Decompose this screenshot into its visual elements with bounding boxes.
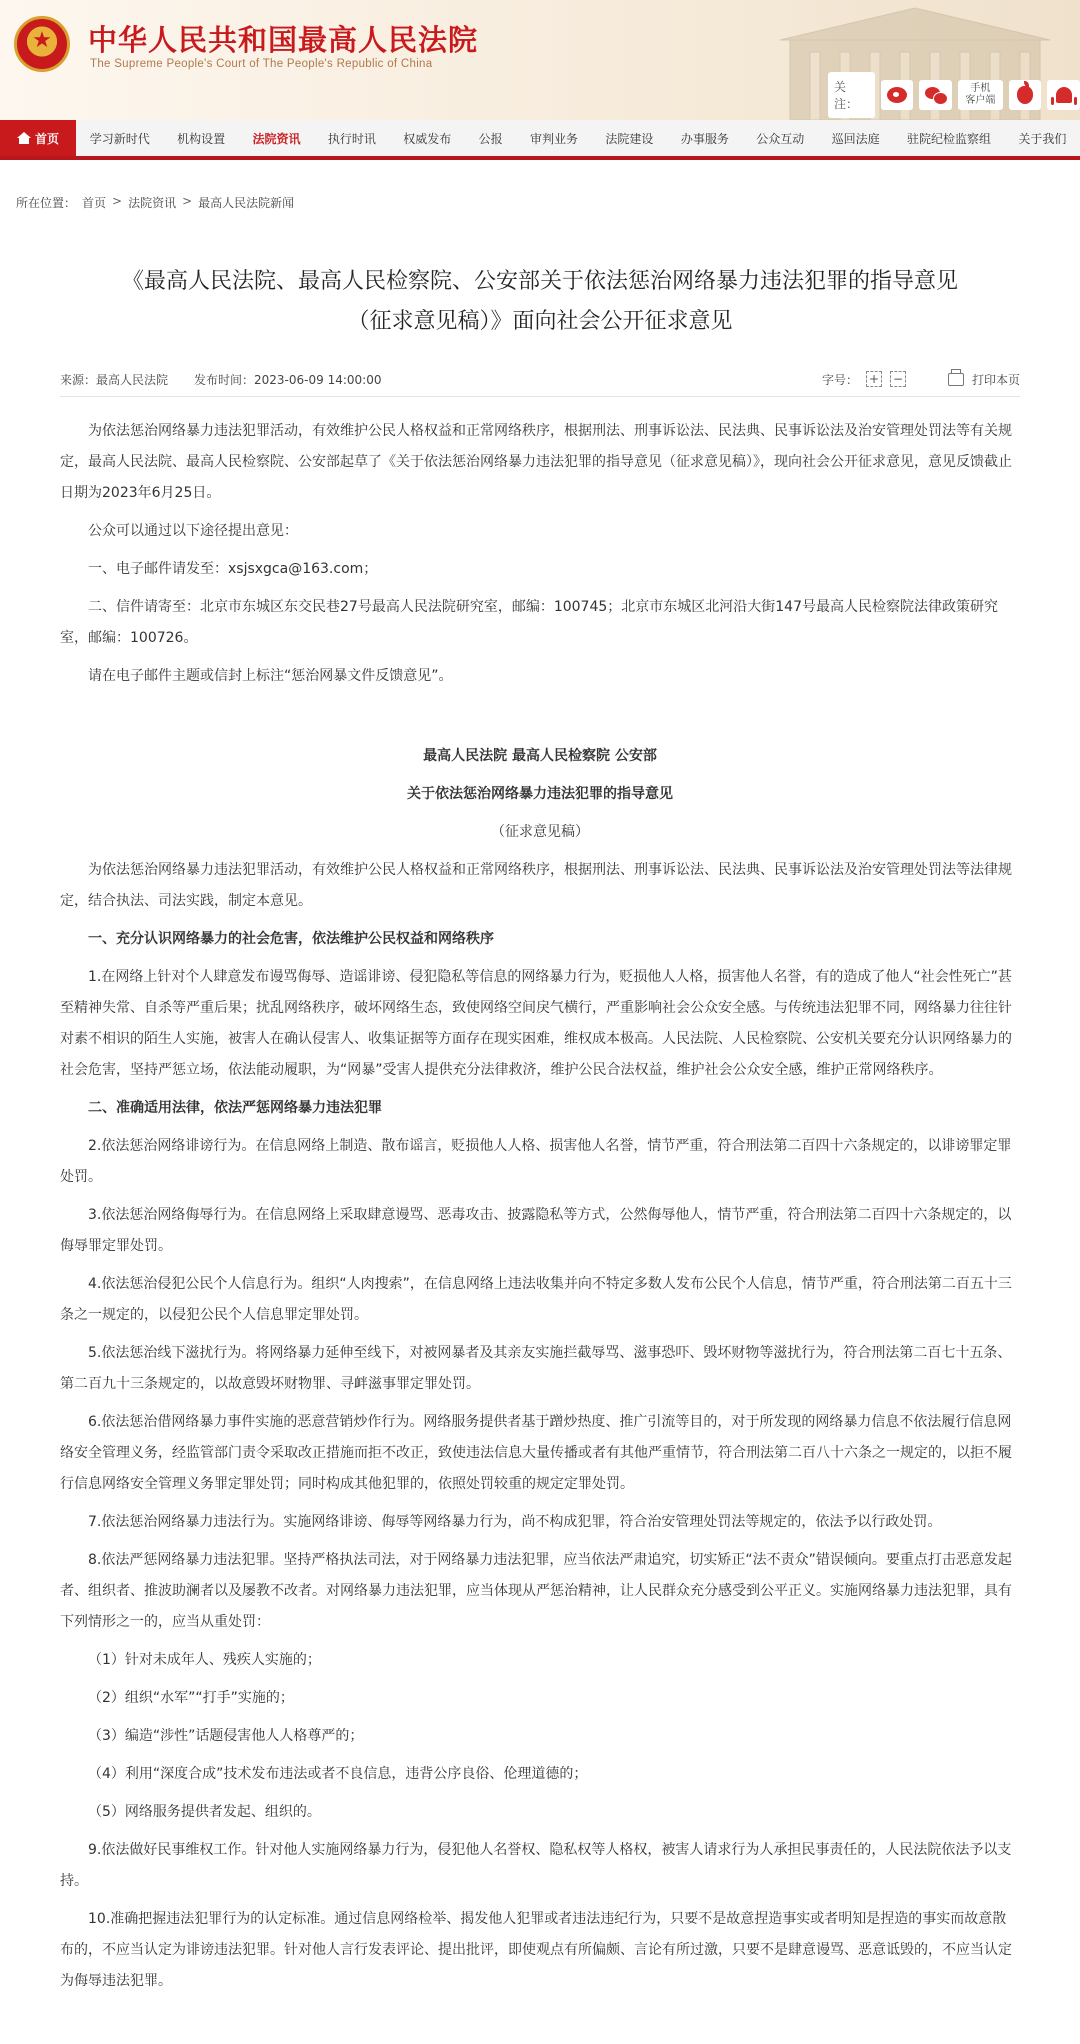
article-title-line-1: 《最高人民法院、最高人民检察院、公安部关于依法惩治网络暴力违法犯罪的指导意见 <box>121 269 958 294</box>
nav-item-circuit[interactable]: 巡回法庭 <box>831 131 880 146</box>
article-publish-time: 发布时间：2023-06-09 14:00:00 <box>194 372 382 387</box>
doc-list-item: （3）编造“涉性”话题侵害他人人格尊严的； <box>88 1728 364 1744</box>
doc-list-item: （2）组织“水军”“打手”实施的； <box>88 1690 294 1706</box>
meta-divider <box>60 396 1020 397</box>
print-button[interactable]: 打印本页 <box>971 372 1020 387</box>
article-body <box>60 416 1020 2004</box>
nav-item-discipline[interactable]: 驻院纪检监察组 <box>906 131 991 146</box>
nav-item-home[interactable] <box>0 120 76 156</box>
printer-icon[interactable] <box>948 373 964 386</box>
nav-item-services[interactable]: 办事服务 <box>680 131 729 146</box>
site-subtitle: The Supreme People's Court of The People's Republic of China <box>90 58 433 70</box>
site-header <box>0 0 1080 120</box>
doc-section-heading: 一、充分认识网络暴力的社会危害，依法维护公民权益和网络秩序 <box>88 931 494 947</box>
article-paragraph: 一、电子邮件请发至：xsjsxgca@163.com； <box>88 561 378 577</box>
nav-item-release[interactable]: 权威发布 <box>403 131 452 146</box>
nav-item-gazette[interactable]: 公报 <box>478 131 503 146</box>
weibo-icon <box>887 87 907 103</box>
weibo-button[interactable] <box>881 80 914 110</box>
doc-section-heading: 二、准确适用法律，依法严惩网络暴力违法犯罪 <box>88 1100 382 1116</box>
wechat-icon <box>925 87 947 103</box>
national-emblem-icon[interactable]: ★ <box>14 16 70 72</box>
breadcrumb-spc-news[interactable]: 最高人民法院新闻 <box>198 196 295 210</box>
breadcrumb-court-news[interactable]: 法院资讯 <box>128 196 177 210</box>
nav-item-court-news[interactable]: 法院资讯 <box>252 131 301 146</box>
doc-paragraph: 1.在网络上针对个人肆意发布谩骂侮辱、造谣诽谤、侵犯隐私等信息的网络暴力行为，贬损他人人格，损害他人名誉，有的造成了他人“社会性死亡”甚至精神失常、自杀等严重后果；扰乱网络秩序，破坏网络生态，致使网络空间戾气横行，严重影响社会公众安全感。与传统违法犯罪不同，网络暴力往往针对素不相识的陌生人实施，被害人在确认侵害人、收集证据等方面存在现实困难，维权成本极高。人民法院、人民检察院、公安机关要充分认识网络暴力的社会危害，坚持严惩立场，依法能动履职，为“网暴”受害人提供充分法律救济，维护公民合法权益，维护社会公众安全感，维护正常网络秩序。 <box>60 969 1012 1078</box>
doc-paragraph: 4.依法惩治侵犯公民个人信息行为。组织“人肉搜索”，在信息网络上违法收集并向不特定多数人发布公民个人信息，情节严重，符合刑法第二百五十三条之一规定的，以侵犯公民个人信息罪定罪处罚。 <box>60 1276 1012 1323</box>
breadcrumb-home[interactable]: 首页 <box>82 196 107 210</box>
android-app-button[interactable] <box>1047 80 1080 110</box>
mobile-client-label-1: 手机 <box>970 83 991 94</box>
doc-list-item: （5）网络服务提供者发起、组织的。 <box>88 1804 321 1820</box>
font-increase-button[interactable]: + <box>866 371 882 387</box>
doc-paragraph: 6.依法惩治借网络暴力事件实施的恶意营销炒作行为。网络服务提供者基于蹭炒热度、推广引流等目的，对于所发现的网络暴力信息不依法履行信息网络安全管理义务，经监管部门责令采取改正措施而拒不改正，致使违法信息大量传播或者有其他严重情节，符合刑法第二百八十六条之一规定的，以拒不履行信息网络安全管理义务罪定罪处罚；同时构成其他犯罪的，依照处罚较重的规定定罪处罚。 <box>60 1414 1012 1492</box>
breadcrumb-separator: > <box>182 194 193 208</box>
section-spacer <box>60 699 1020 741</box>
home-icon <box>17 132 31 144</box>
nav-item-organization[interactable]: 机构设置 <box>177 131 226 146</box>
doc-paragraph: 3.依法惩治网络侮辱行为。在信息网络上采取肆意谩骂、恶毒攻击、披露隐私等方式，公然侮辱他人，情节严重，符合刑法第二百四十六条规定的，以侮辱罪定罪处罚。 <box>60 1207 1012 1254</box>
breadcrumb-prefix: 所在位置： <box>16 196 77 210</box>
breadcrumb-separator: > <box>112 194 123 208</box>
mobile-client-label-2: 客户端 <box>965 95 996 106</box>
doc-paragraph: 2.依法惩治网络诽谤行为。在信息网络上制造、散布谣言，贬损他人人格、损害他人名誉，情节严重，符合刑法第二百四十六条规定的，以诽谤罪定罪处罚。 <box>60 1138 1012 1185</box>
android-icon <box>1056 87 1072 103</box>
article-paragraph: 二、信件请寄至：北京市东城区东交民巷27号最高人民法院研究室，邮编：100745；北京市东城区北河沿大街147号最高人民检察院法律政策研究室，邮编：100726。 <box>60 599 998 646</box>
nav-item-trial[interactable]: 审判业务 <box>530 131 579 146</box>
article-paragraph: 公众可以通过以下途径提出意见： <box>88 523 298 539</box>
follow-label: 关注： <box>828 72 875 118</box>
follow-bar <box>828 78 1080 112</box>
doc-list-item: （4）利用“深度合成”技术发布违法或者不良信息，违背公序良俗、伦理道德的； <box>88 1766 588 1782</box>
doc-paragraph: 8.依法严惩网络暴力违法犯罪。坚持严格执法司法，对于网络暴力违法犯罪，应当依法严肃追究，切实矫正“法不责众”错误倾向。要重点打击恶意发起者、组织者、推波助澜者以及屡教不改者。对网络暴力违法犯罪，应当体现从严惩治精神，让人民群众充分感受到公平正义。实施网络暴力违法犯罪，具有下列情形之一的，应当从重处罚： <box>60 1552 1012 1630</box>
doc-paragraph: 5.依法惩治线下滋扰行为。将网络暴力延伸至线下，对被网暴者及其亲友实施拦截辱骂、滋事恐吓、毁坏财物等滋扰行为，符合刑法第二百七十五条、第二百九十三条规定的，以故意毁坏财物罪、寻衅滋事罪定罪处罚。 <box>60 1345 1012 1392</box>
article-meta <box>60 364 1020 394</box>
ios-app-button[interactable] <box>1009 80 1042 110</box>
breadcrumb <box>16 194 294 211</box>
article-source: 来源：最高人民法院 <box>60 372 169 387</box>
font-size-label: 字号： <box>821 372 858 387</box>
nav-item-label: 首页 <box>34 131 59 146</box>
article-paragraph: 请在电子邮件主题或信封上标注“惩治网暴文件反馈意见”。 <box>88 668 453 684</box>
nav-item-interaction[interactable]: 公众互动 <box>756 131 805 146</box>
nav-item-construction[interactable]: 法院建设 <box>605 131 654 146</box>
doc-title-heading: 关于依法惩治网络暴力违法犯罪的指导意见 <box>407 786 673 802</box>
doc-paragraph: 10.准确把握违法犯罪行为的认定标准。通过信息网络检举、揭发他人犯罪或者违法违纪行为，只要不是故意捏造事实或者明知是捏造的事实而故意散布的，不应当认定为诽谤违法犯罪。针对他人言行发表评论、提出批评，即使观点有所偏颇、言论有所过激，只要不是肆意谩骂、恶意诋毁的，不应当认定为侮辱违法犯罪。 <box>60 1911 1012 1989</box>
font-decrease-button[interactable]: − <box>890 371 906 387</box>
doc-issuers-heading: 最高人民法院 最高人民检察院 公安部 <box>423 748 657 764</box>
article-paragraph: 为依法惩治网络暴力违法犯罪活动，有效维护公民人格权益和正常网络秩序，根据刑法、刑事诉讼法、民法典、民事诉讼法及治安管理处罚法等有关规定，最高人民法院、最高人民检察院、公安部起草了《关于依法惩治网络暴力违法犯罪的指导意见（征求意见稿）》，现向社会公开征求意见，意见反馈截止日期为2023年6月25日。 <box>60 423 1012 501</box>
article-title <box>60 262 1020 342</box>
wechat-button[interactable] <box>919 80 952 110</box>
article-title-line-2: （征求意见稿）》面向社会公开征求意见 <box>347 309 733 334</box>
nav-item-enforcement[interactable]: 执行时讯 <box>327 131 376 146</box>
nav-item-about[interactable]: 关于我们 <box>1018 131 1067 146</box>
doc-paragraph: 9.依法做好民事维权工作。针对他人实施网络暴力行为，侵犯他人名誉权、隐私权等人格权，被害人请求行为人承担民事责任的，人民法院依法予以支持。 <box>60 1842 1012 1889</box>
mobile-client-button[interactable] <box>958 80 1002 110</box>
doc-paragraph: 7.依法惩治网络暴力违法行为。实施网络诽谤、侮辱等网络暴力行为，尚不构成犯罪，符合治安管理处罚法等规定的，依法予以行政处罚。 <box>88 1514 942 1530</box>
doc-draft-heading: （征求意见稿） <box>491 824 589 840</box>
site-title[interactable]: 中华人民共和国最高人民法院 <box>88 23 479 57</box>
doc-list-item: （1）针对未成年人、残疾人实施的； <box>88 1652 321 1668</box>
doc-paragraph: 为依法惩治网络暴力违法犯罪活动，有效维护公民人格权益和正常网络秩序，根据刑法、刑事诉讼法、民法典、民事诉讼法及治安管理处罚法等法律规定，结合执法、司法实践，制定本意见。 <box>60 862 1012 909</box>
nav-item-study[interactable]: 学习新时代 <box>89 131 150 146</box>
apple-icon <box>1017 86 1033 104</box>
main-nav <box>0 120 1080 160</box>
